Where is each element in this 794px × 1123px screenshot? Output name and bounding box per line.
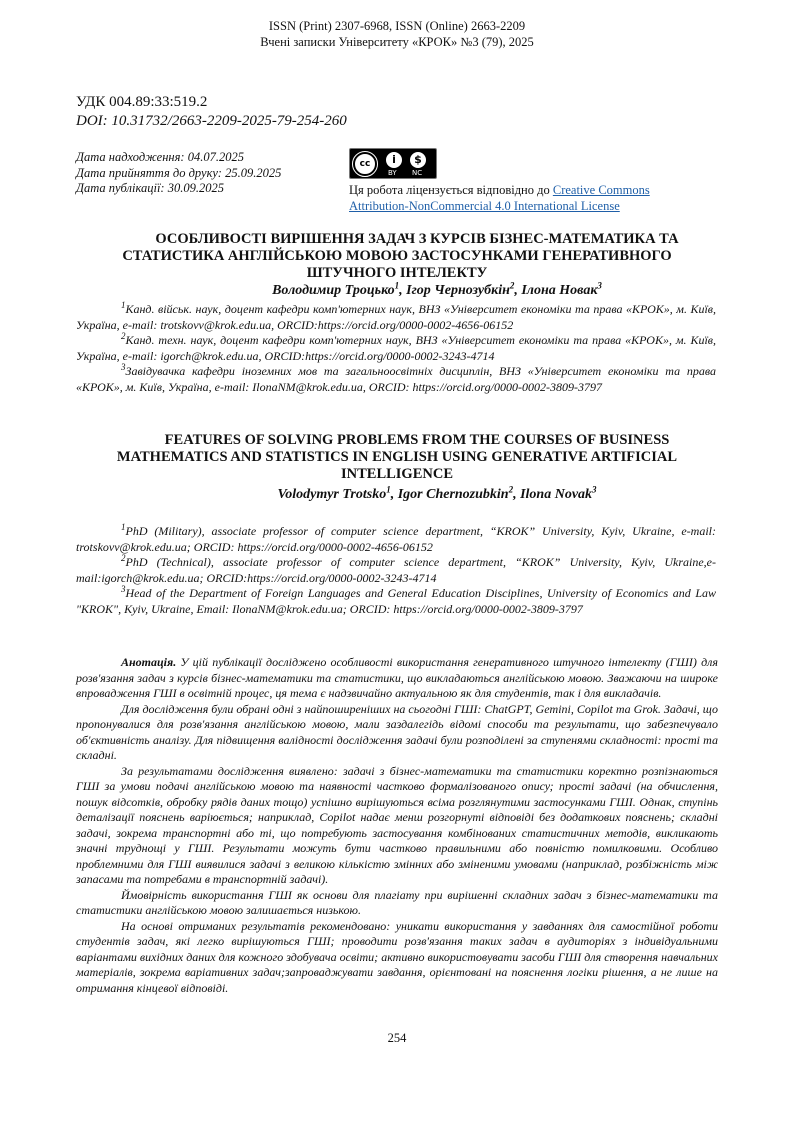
journal-line: Вчені записки Університету «КРОК» №3 (79), 2025 xyxy=(260,35,534,49)
abstract-label: Анотація. xyxy=(121,655,177,669)
affiliations-ukrainian xyxy=(76,302,716,395)
abstract-text: У цій публікації досліджено особливості використання генеративного штучного інтелекту (ГШІ) для розв'язання задач з курсів бізнес-математики та статистики, що викладаються англійською мовою. Зважаючи на широке впровадження ГШІ в освітній процес, ця тема є надзвичайно актуальною як для студентів, так і для викладачів. xyxy=(76,655,718,700)
page-number: 254 xyxy=(387,1031,407,1045)
affiliation-item xyxy=(76,333,716,364)
date-accepted: Дата прийняття до друку: 25.09.2025 xyxy=(76,165,282,180)
affiliation-text: Канд. військ. наук, доцент кафедри комп'ютерних наук, ВНЗ «Університет економіки та права «КРОК», м. Київ, Україна, e-mail: trotskovv@krok.edu.ua, ORCID:https://orcid.org/0000-0002-4656-06152 xyxy=(76,302,716,332)
abstract-paragraph: На основі отриманих результатів рекомендовано: уникати використання у завданнях для самостійної роботи студентів задач, які легко вирішуються ГШІ; проводити розв'язання таких задач в аудиторіях з індивідуальними варіантами вихідних даних для кожного здобувача освіти; активно використовувати засоби ГШІ для створення навчальних матеріалів, зокрема варіативних задач;запроваджувати завдання, орієнтовані на пояснення логіки рішення, а не лише на отримання кінцевої відповіді. xyxy=(76,918,718,995)
author-name: Igor Chernozubkin xyxy=(397,487,509,502)
authors-ukrainian: Володимир Троцько$^1$, Ігор Чернозубкін$^2$, Ілона Новак$^3$ xyxy=(272,280,602,298)
abstract-paragraph: За результатами дослідження виявлено: задачі з бізнес-математики та статистики коректно розпізнаються ГШІ за умови подачі англійською мовою та наявності частково формалізованого опису; прості задачі (на обчислення, пошук відсотків, обробку рядів даних тощо) успішно вирішуються всіма розглянутими застосунками ГШІ. Однак, ступінь деталізації пояснень варіюється; наприклад, Copilot надає менш розгорнуті відповіді без додаткових пояснень; складні задачі, зокрема транспортні або ті, що потребують застосування комбінованих статистичних методів, викликають значні труднощі у ГШІ. Результати можуть бути частково правильними або повністю помилковими. Особливо проблемними для ГШІ виявилися задачі з великою кількістю змінних або зміненими умовами (наприклад, розбіжність між запасами та потребами в транспортній задачі). xyxy=(76,763,718,886)
author-sup: 1 xyxy=(386,484,391,495)
doi[interactable]: DOI: 10.31732/2663-2209-2025-79-254-260 xyxy=(76,113,347,129)
author-sup: 2 xyxy=(508,484,514,495)
affiliation-sup: 1 xyxy=(121,522,126,532)
publication-dates xyxy=(76,150,281,197)
affiliation-text: Head of the Department of Foreign Languages and General Education Disciplines, University of Economics and Law "KROK", Kyiv, Ukraine, Email: IlonaNM@krok.edu.ua; ORCID: https://orcid.org/0000-0002-3809-3797 xyxy=(76,586,716,616)
affiliation-sup: 3 xyxy=(121,362,126,372)
title-ua-line3: ШТУЧНОГО ІНТЕЛЕКТУ xyxy=(306,265,488,281)
author-sup: 2 xyxy=(509,280,515,291)
affiliation-sup: 2 xyxy=(121,331,126,341)
running-header xyxy=(0,18,794,50)
author-name: Ilona Novak xyxy=(520,487,593,502)
affiliation-text: Канд. техн. наук, доцент кафедри комп'ютерних наук, ВНЗ «Університет економіки та права «КРОК», м. Київ, Україна, e-mail: igorch@krok.edu.ua, ORCID:https://orcid.org/0000-0002-3243-4714 xyxy=(76,333,716,363)
date-received: Дата надходження: 04.07.2025 xyxy=(76,150,244,164)
cc-logo-icon: cc xyxy=(353,152,377,176)
author-name: Volodymyr Trotsko xyxy=(277,487,387,502)
affiliation-item xyxy=(76,302,716,333)
title-en-line1: FEATURES OF SOLVING PROBLEMS FROM THE COURSES OF BUSINESS xyxy=(164,432,670,448)
abstract-paragraph: Ймовірність використання ГШІ як основи для плагіату при вирішенні складних задач з бізнес-математики та статистики англійською мовою залишається низькою. xyxy=(76,887,718,917)
title-en-line3: INTELLIGENCE xyxy=(340,466,453,482)
noncommercial-icon: $ xyxy=(410,152,426,168)
author-name: Володимир Троцько xyxy=(272,283,395,298)
by-label: BY xyxy=(388,169,397,177)
affiliation-text: PhD (Military), associate professor of computer science department, “KROK” University, Kyiv, Ukraine, e-mail: trotskovv@krok.edu.ua; ORCID: https://orcid.org/0000-0002-4656-06152 xyxy=(76,524,716,554)
attribution-icon: i xyxy=(386,152,402,168)
udc-code: УДК 004.89:33:519.2 xyxy=(76,94,208,110)
cc-license-badge[interactable] xyxy=(349,148,437,179)
affiliation-sup: 3 xyxy=(121,584,126,594)
abstract xyxy=(76,655,718,996)
affiliations-english xyxy=(76,524,716,617)
author-name: Ігор Чернозубкін xyxy=(406,283,510,298)
author-sup: 3 xyxy=(592,484,597,495)
title-ua-line2: СТАТИСТИКА АНГЛІЙСЬКОЮ МОВОЮ ЗАСТОСУНКАМИ ГЕНЕРАТИВНОГО xyxy=(122,248,672,264)
title-ukrainian xyxy=(60,231,734,282)
author-sup: 1 xyxy=(394,280,400,291)
license-link-cc[interactable]: Creative Commons xyxy=(552,183,650,197)
license-notice xyxy=(349,182,709,214)
affiliation-item xyxy=(76,586,716,617)
abstract-paragraph xyxy=(76,655,718,702)
affiliation-item xyxy=(76,555,716,586)
affiliation-item xyxy=(76,524,716,555)
authors-english: Volodymyr Trotsko$^1$, Igor Chernozubkin$^2$, Ilona Novak$^3$ xyxy=(277,484,597,502)
affiliation-item xyxy=(76,364,716,395)
date-published: Дата публікації: 30.09.2025 xyxy=(76,181,224,195)
affiliation-text: Завідувачка кафедри іноземних мов та загальноосвітніх дисциплін, ВНЗ «Університет економіки та права «КРОК», м. Київ, Україна, e-mail: IlonaNM@krok.edu.ua, ORCID: https://orcid.org/0000-0002-3809-3797 xyxy=(76,364,716,394)
affiliation-text: PhD (Technical), associate professor of computer science department, “KROK” University, Kyiv, Ukraine,e-mail:igorch@krok.edu.ua; ORCID:https://orcid.org/0000-0002-3243-4714 xyxy=(76,555,716,585)
author-sup: 3 xyxy=(597,280,602,291)
affiliation-sup: 2 xyxy=(121,553,126,563)
author-name: Ілона Новак xyxy=(521,283,598,298)
affiliation-sup: 1 xyxy=(121,300,126,310)
license-link-name[interactable]: Attribution-NonCommercial 4.0 International License xyxy=(349,199,620,213)
title-ua-line1: ОСОБЛИВОСТІ ВИРІШЕННЯ ЗАДАЧ З КУРСІВ БІЗНЕС-МАТЕМАТИКА ТА xyxy=(155,231,679,247)
title-english xyxy=(60,432,734,483)
issn-line: ISSN (Print) 2307-6968, ISSN (Online) 2663-2209 xyxy=(268,19,526,33)
nc-label: NC xyxy=(412,169,423,177)
cc-by-nc-icon xyxy=(349,148,437,179)
license-text: Ця робота ліцензується відповідно до xyxy=(349,183,553,197)
abstract-paragraph: Для дослідження були обрані одні з найпоширеніших на сьогодні ГШІ: ChatGPT, Gemini, Copilot та Grok. Задачі, що пропонувалися для розв'язання англійською мовою, мали заздалегідь відомі способи та результати, що забезпечувало об'єктивність аналізу. Для підвищення валідності дослідження задачі були розподілені за ступенями складності: прості та складні. xyxy=(76,701,719,762)
title-en-line2: MATHEMATICS AND STATISTICS IN ENGLISH USING GENERATIVE ARTIFICIAL xyxy=(116,449,678,465)
